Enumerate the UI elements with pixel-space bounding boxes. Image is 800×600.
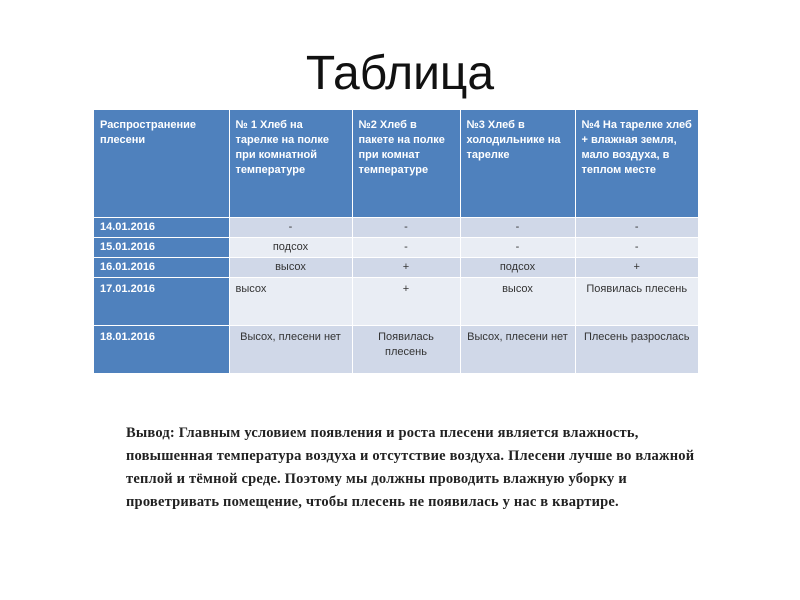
value-cell: + bbox=[575, 257, 698, 277]
value-cell: - bbox=[575, 217, 698, 237]
value-cell: - bbox=[352, 237, 460, 257]
value-cell: + bbox=[352, 277, 460, 325]
table-row bbox=[94, 257, 698, 277]
table-row bbox=[94, 237, 698, 257]
value-cell: - bbox=[575, 237, 698, 257]
value-cell: - bbox=[229, 217, 352, 237]
value-cell: высох bbox=[229, 257, 352, 277]
value-cell: Появилась плесень bbox=[352, 325, 460, 373]
mold-observation-table bbox=[94, 110, 698, 374]
table-row bbox=[94, 277, 698, 325]
value-cell: Высох, плесени нет bbox=[229, 325, 352, 373]
date-cell: 17.01.2016 bbox=[94, 277, 229, 325]
date-cell: 14.01.2016 bbox=[94, 217, 229, 237]
value-cell: - bbox=[460, 217, 575, 237]
slide-title: Таблица bbox=[305, 47, 495, 100]
header-cell-sample-3: №3 Хлеб в холодильнике на тарелке bbox=[460, 110, 575, 217]
value-cell: - bbox=[460, 237, 575, 257]
table-row bbox=[94, 325, 698, 373]
header-cell-sample-4: №4 На тарелке хлеб + влажная земля, мало воздуха, в теплом месте bbox=[575, 110, 698, 217]
date-cell: 16.01.2016 bbox=[94, 257, 229, 277]
conclusion-text: Вывод: Главным условием появления и роста плесени является влажность, повышенная температура воздуха и отсутствие воздуха. Плесени лучше во влажной теплой и тёмной среде. Поэтому мы должны проводить влажную уборку и проветривать помещение, чтобы плесень не появилась у нас в квартире. bbox=[126, 425, 695, 510]
value-cell: - bbox=[352, 217, 460, 237]
date-cell: 15.01.2016 bbox=[94, 237, 229, 257]
value-cell: высох bbox=[229, 277, 352, 325]
value-cell: подсох bbox=[460, 257, 575, 277]
header-cell-spread: Распространение плесени bbox=[94, 110, 229, 217]
value-cell: Плесень разрослась bbox=[575, 325, 698, 373]
date-cell: 18.01.2016 bbox=[94, 325, 229, 373]
value-cell: подсох bbox=[229, 237, 352, 257]
value-cell: + bbox=[352, 257, 460, 277]
value-cell: Появилась плесень bbox=[575, 277, 698, 325]
value-cell: высох bbox=[460, 277, 575, 325]
header-cell-sample-1: № 1 Хлеб на тарелке на полке при комнатной температуре bbox=[229, 110, 352, 217]
table-row bbox=[94, 217, 698, 237]
table-header-row bbox=[94, 110, 698, 217]
value-cell: Высох, плесени нет bbox=[460, 325, 575, 373]
header-cell-sample-2: №2 Хлеб в пакете на полке при комнат температуре bbox=[352, 110, 460, 217]
